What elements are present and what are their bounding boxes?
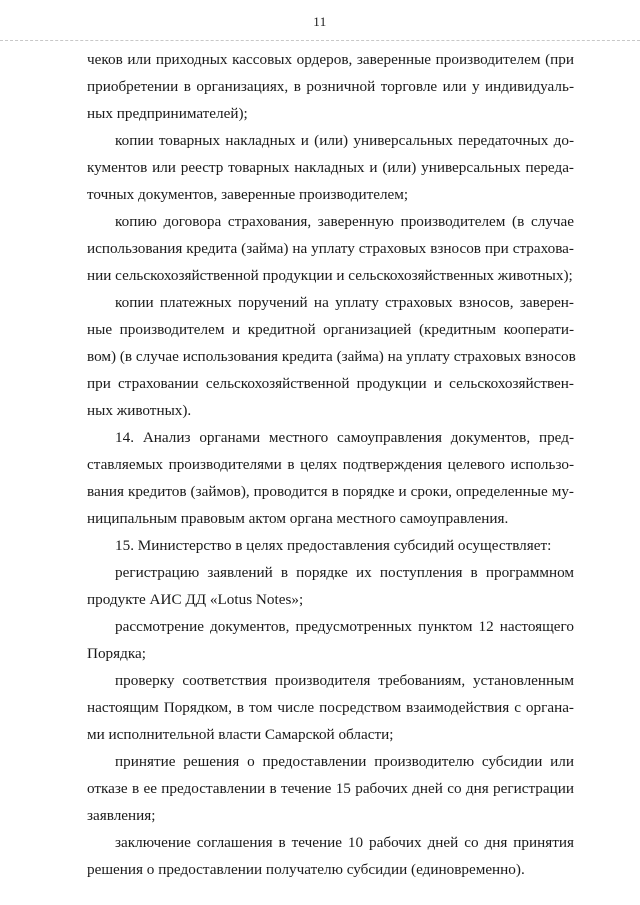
text-line: ставляемых производителями в целях подтверждения целевого использо- xyxy=(87,456,574,473)
text-line: копию договора страхования, заверенную производителем (в случае xyxy=(115,213,574,230)
paragraph-compliance-check xyxy=(87,667,574,748)
text-line: вом) (в случае использования кредита (займа) на уплату страховых взносов xyxy=(87,348,576,365)
text-line: ных предпринимателей); xyxy=(87,105,248,122)
text-line: при страховании сельскохозяйственной продукции и сельскохозяйствен- xyxy=(87,375,574,392)
text-line: вания кредитов (займов), проводится в порядке и сроки, определенные му- xyxy=(87,483,574,500)
paragraph-insurance-contract xyxy=(87,208,574,289)
text-line: регистрацию заявлений в порядке их поступления в программном xyxy=(115,564,574,581)
text-line: 14. Анализ органами местного самоуправления документов, пред- xyxy=(115,429,574,446)
text-line: кументов или реестр товарных накладных и (или) универсальных переда- xyxy=(87,159,574,176)
text-line: настоящим Порядком, в том числе посредством взаимодействия с органа- xyxy=(87,699,574,716)
text-line: заявления; xyxy=(87,807,156,824)
text-line: ные производителем и кредитной организацией (кредитным кооперати- xyxy=(87,321,574,338)
paragraph-waybills xyxy=(87,127,574,208)
text-line: проверку соответствия производителя требованиям, установленным xyxy=(115,672,574,689)
text-line: 15. Министерство в целях предоставления субсидий осуществляет: xyxy=(115,537,552,554)
scan-dashed-rule xyxy=(0,40,640,42)
text-line: продукте АИС ДД «Lotus Notes»; xyxy=(87,591,304,608)
text-line: нии сельскохозяйственной продукции и сельскохозяйственных животных); xyxy=(87,267,573,284)
text-line: ми исполнительной власти Самарской области; xyxy=(87,726,394,743)
text-line: точных документов, заверенные производителем; xyxy=(87,186,409,203)
paragraph-item-14 xyxy=(87,424,574,532)
document-body xyxy=(87,46,574,883)
text-line: ных животных). xyxy=(87,402,192,419)
paragraph-registration xyxy=(87,559,574,613)
paragraph-receipts xyxy=(87,46,574,127)
paragraph-agreement xyxy=(87,829,574,883)
text-line: приобретении в организациях, в розничной торговле или у индивидуаль- xyxy=(87,78,574,95)
text-line: чеков или приходных кассовых ордеров, заверенные производителем (при xyxy=(87,51,574,68)
text-line: заключение соглашения в течение 10 рабочих дней со дня принятия xyxy=(115,834,574,851)
text-line: ниципальным правовым актом органа местного самоуправления. xyxy=(87,510,509,527)
text-line: принятие решения о предоставлении производителю субсидии или xyxy=(115,753,574,770)
text-line: копии товарных накладных и (или) универсальных передаточных до- xyxy=(115,132,574,149)
text-line: рассмотрение документов, предусмотренных пунктом 12 настоящего xyxy=(115,618,574,635)
text-line: использования кредита (займа) на уплату страховых взносов при страхова- xyxy=(87,240,574,257)
text-line: копии платежных поручений на уплату страховых взносов, заверен- xyxy=(115,294,574,311)
paragraph-item-15 xyxy=(87,532,574,559)
paragraph-review xyxy=(87,613,574,667)
text-line: отказе в ее предоставлении в течение 15 рабочих дней со дня регистрации xyxy=(87,780,574,797)
page-number: 11 xyxy=(313,14,327,29)
paragraph-decision xyxy=(87,748,574,829)
text-line: Порядка; xyxy=(87,645,146,662)
text-line: решения о предоставлении получателю субсидии (единовременно). xyxy=(87,861,525,878)
paragraph-payment-orders xyxy=(87,289,574,424)
